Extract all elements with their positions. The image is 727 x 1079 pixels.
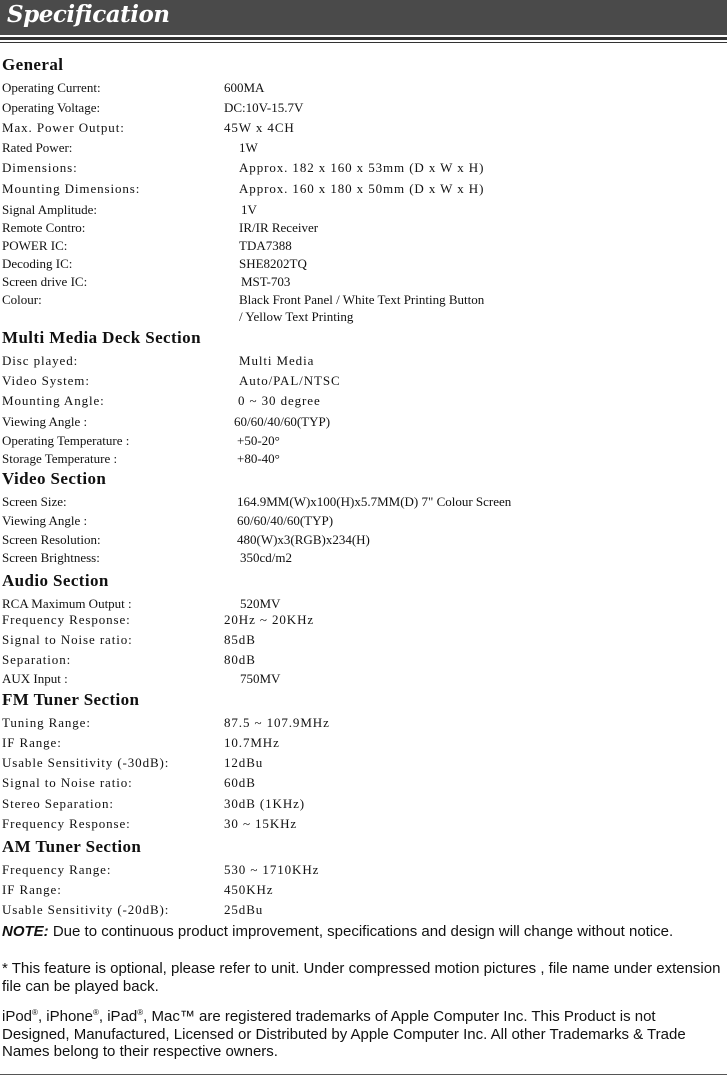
spec-value: Black Front Panel / White Text Printing Button (239, 292, 485, 307)
spec-label: Rated Power: (2, 140, 73, 155)
registered-mark: ® (92, 1008, 99, 1017)
spec-value: 12dBu (224, 755, 264, 770)
spec-label: Operating Voltage: (2, 100, 101, 115)
spec-label: Usable Sensitivity (-20dB): (2, 902, 170, 917)
registered-mark: ® (137, 1008, 144, 1017)
spec-value: 164.9MM(W)x100(H)x5.7MM(D) 7" Colour Screen (237, 494, 512, 509)
spec-value: DC:10V-15.7V (224, 100, 304, 115)
section-title-am: AM Tuner Section (2, 837, 142, 856)
spec-label: Operating Temperature : (2, 433, 130, 448)
spec-value: 80dB (224, 652, 256, 667)
spec-label: IF Range: (2, 882, 62, 897)
spec-value: 20Hz ~ 20KHz (224, 612, 315, 627)
header-rule-thin (0, 42, 727, 43)
spec-label: Video System: (2, 373, 90, 388)
section-title-fm: FM Tuner Section (2, 690, 140, 709)
spec-value: 30dB (1KHz) (224, 796, 306, 811)
spec-label: Remote Contro: (2, 220, 86, 235)
spec-label: Viewing Angle : (2, 513, 88, 528)
spec-label: Usable Sensitivity (-30dB): (2, 755, 170, 770)
section-title-video: Video Section (2, 469, 107, 488)
spec-label: Decoding IC: (2, 256, 73, 271)
spec-value: 45W x 4CH (224, 120, 295, 135)
spec-value: 85dB (224, 632, 256, 647)
spec-label: Signal Amplitude: (2, 202, 97, 217)
section-title-general: General (2, 55, 64, 74)
spec-value: 600MA (224, 80, 265, 95)
spec-value: 350cd/m2 (240, 550, 292, 565)
spec-label: Mounting Dimensions: (2, 181, 141, 196)
spec-label: Frequency Response: (2, 816, 131, 831)
spec-value: 10.7MHz (224, 735, 280, 750)
spec-label: POWER IC: (2, 238, 68, 253)
spec-value: SHE8202TQ (239, 256, 307, 271)
spec-label: Storage Temperature : (2, 451, 118, 466)
spec-label: Screen Size: (2, 494, 67, 509)
spec-value: Multi Media (239, 353, 315, 368)
spec-label: Operating Current: (2, 80, 101, 95)
spec-label: Frequency Range: (2, 862, 112, 877)
spec-value: 60/60/40/60(TYP) (234, 414, 331, 429)
spec-value: 1W (239, 140, 258, 155)
spec-value: 30 ~ 15KHz (224, 816, 298, 831)
section-title-multimedia: Multi Media Deck Section (2, 328, 201, 347)
spec-value: Approx. 160 x 180 x 50mm (D x W x H) (239, 181, 485, 196)
spec-label: Dimensions: (2, 160, 78, 175)
trademark-iphone: , iPhone (37, 1008, 93, 1025)
spec-value: 530 ~ 1710KHz (224, 862, 320, 877)
spec-label: Screen Resolution: (2, 532, 101, 547)
spec-value-continued: / Yellow Text Printing (239, 309, 354, 324)
spec-value: Auto/PAL/NTSC (239, 373, 341, 388)
spec-label: IF Range: (2, 735, 62, 750)
spec-label: Signal to Noise ratio: (2, 632, 133, 647)
spec-value: 450KHz (224, 882, 274, 897)
spec-label: Viewing Angle : (2, 414, 88, 429)
trademark-ipod: iPod (2, 1008, 33, 1025)
spec-value: 480(W)x3(RGB)x234(H) (237, 532, 370, 547)
spec-value: TDA7388 (239, 238, 292, 253)
spec-value: 1V (241, 202, 257, 217)
spec-value: +50-20° (237, 433, 280, 448)
trademark-text: , Mac™ are registered trademarks of Apple Computer Inc. This Product is not Designed, Manufactured, Licensed or Distributed by Apple Computer Inc. All other Trademarks & Trade Names belong to their respective owners. (2, 1008, 686, 1060)
spec-value: MST-703 (241, 274, 291, 289)
note-paragraph (2, 923, 724, 941)
spec-label: Colour: (2, 292, 42, 307)
spec-label: Disc played: (2, 353, 79, 368)
spec-value: 60/60/40/60(TYP) (237, 513, 334, 528)
spec-label: Max. Power Output: (2, 120, 125, 135)
spec-value: 0 ~ 30 degree (238, 393, 321, 408)
spec-label: Separation: (2, 652, 72, 667)
note-text: Due to continuous product improvement, specifications and design will change without notice. (48, 923, 674, 940)
spec-label: Frequency Response: (2, 612, 131, 627)
spec-label: RCA Maximum Output : (2, 596, 132, 611)
section-title-audio: Audio Section (2, 571, 109, 590)
spec-label: Screen drive IC: (2, 274, 88, 289)
registered-mark: ® (32, 1008, 38, 1017)
spec-value: 520MV (240, 596, 281, 611)
spec-value: +80-40° (237, 451, 280, 466)
spec-value: 750MV (240, 671, 281, 686)
spec-label: Screen Brightness: (2, 550, 100, 565)
optional-feature-note: * This feature is optional, please refer to unit. Under compressed motion pictures , file name under extension file can be played back. (2, 960, 721, 995)
spec-value: 25dBu (224, 902, 264, 917)
spec-value: Approx. 182 x 160 x 53mm (D x W x H) (239, 160, 485, 175)
spec-label: AUX Input : (2, 671, 68, 686)
page-title: Specification (7, 1, 170, 28)
spec-label: Mounting Angle: (2, 393, 105, 408)
spec-label: Stereo Separation: (2, 796, 114, 811)
spec-label: Signal to Noise ratio: (2, 775, 133, 790)
spec-label: Tuning Range: (2, 715, 91, 730)
trademark-ipad: , iPad (98, 1008, 138, 1025)
spec-value: 87.5 ~ 107.9MHz (224, 715, 330, 730)
note-label: NOTE: (2, 923, 49, 940)
footer-rule (0, 1074, 727, 1075)
header-bar (0, 0, 727, 35)
spec-value: 60dB (224, 775, 256, 790)
trademark-paragraph (2, 1004, 724, 1061)
header-rule (0, 37, 727, 40)
spec-value: IR/IR Receiver (239, 220, 319, 235)
